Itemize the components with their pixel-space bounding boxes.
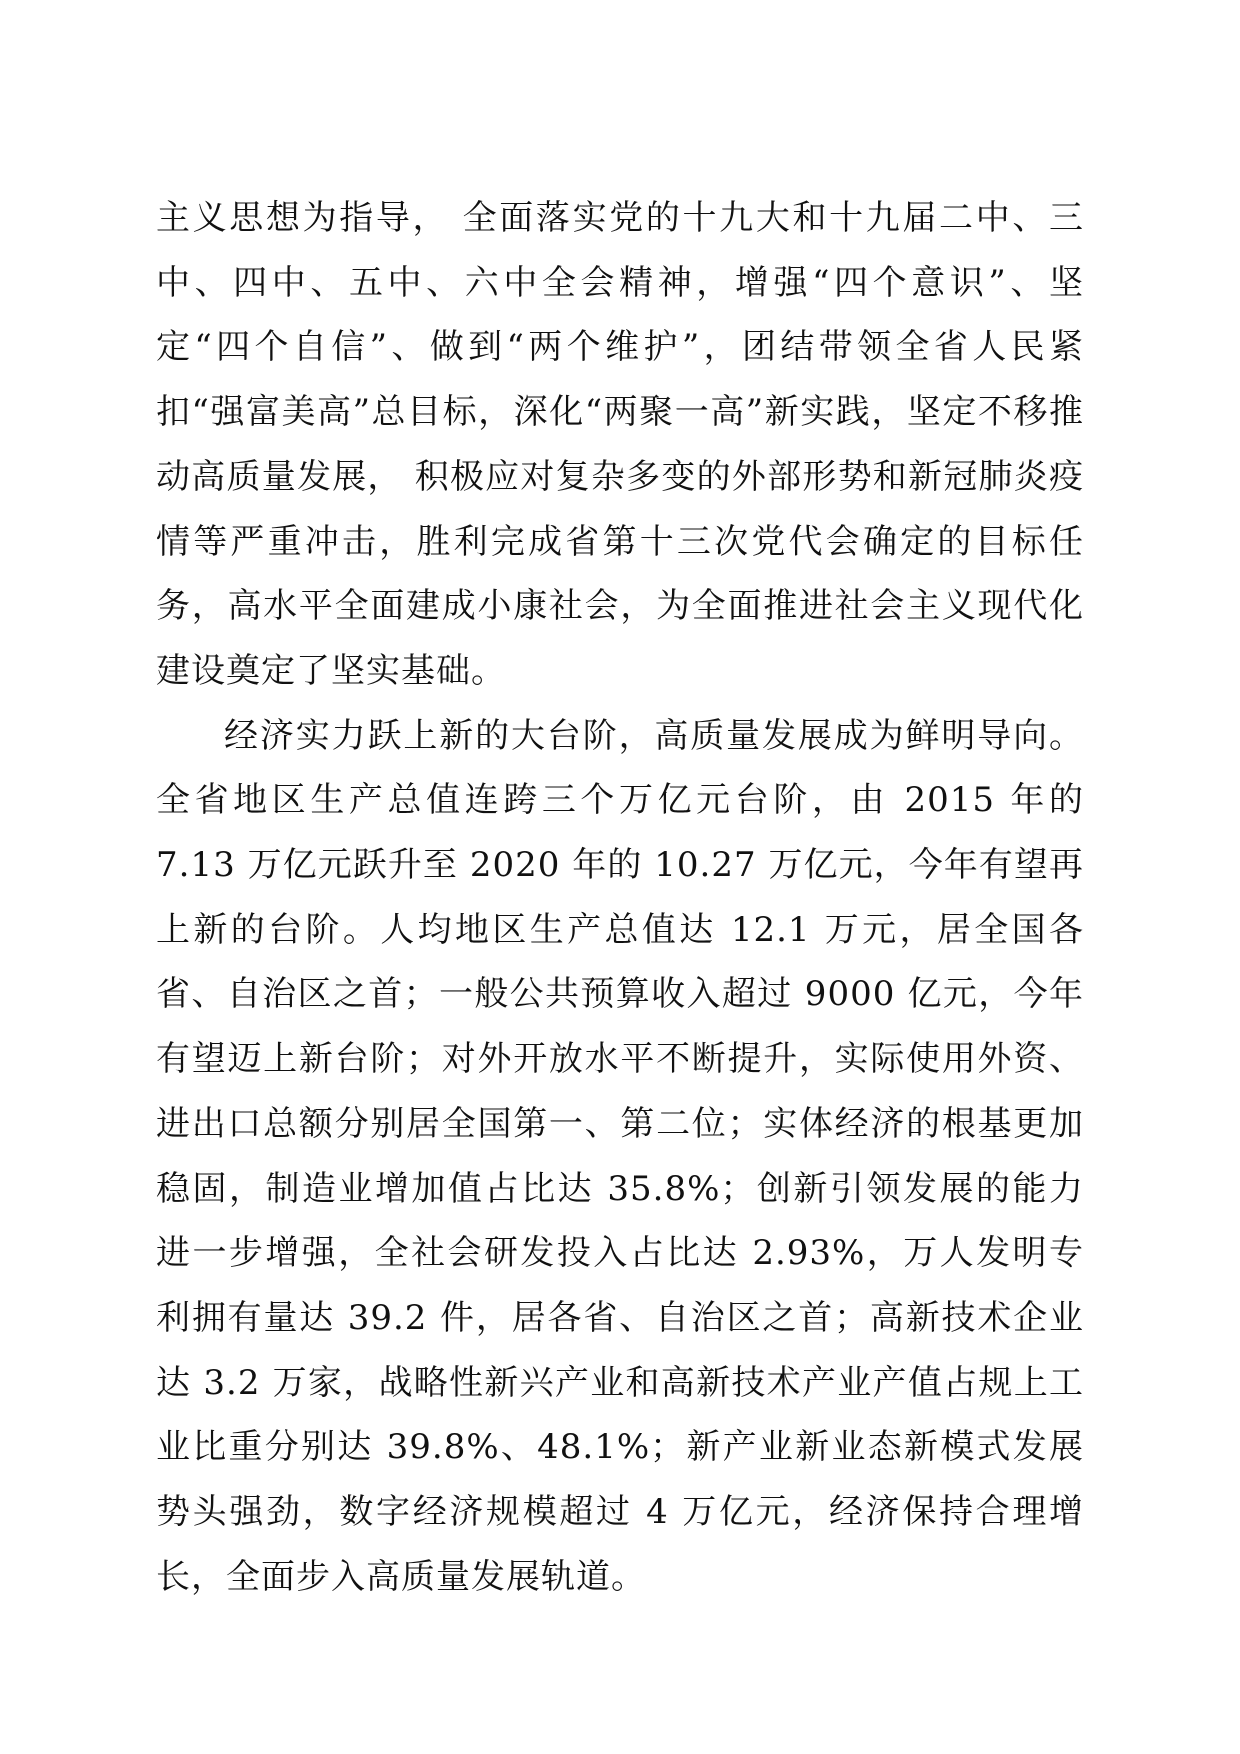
paragraph-continuation: 主义思想为指导， 全面落实党的十九大和十九届二中、三中、四中、五中、六中全会精神，增强“四个意识”、坚定“四个自信”、做到“两个维护”，团结带领全省人民紧扣“强富美高”总目标，深化“两聚一高”新实践，坚定不移推动高质量发展， 积极应对复杂多变的外部形势和新冠肺炎疫情等严重冲击，胜利完成省第十三次党代会确定的目标任务，高水平全面建成小康社会，为全面推进社会主义现代化建设奠定了坚实基础。 bbox=[156, 198, 1084, 691]
paragraph-economy: 经济实力跃上新的大台阶，高质量发展成为鲜明导向。全省地区生产总值连跨三个万亿元台阶，由 2015 年的 7.13 万亿元跃升至 2020 年的 10.27 万亿元，今年有望再上新的台阶。人均地区生产总值达 12.1 万元，居全国各省、自治区之首；一般公共预算收入超过 9000 亿元，今年有望迈上新台阶；对外开放水平不断提升，实际使用外资、进出口总额分别居全国第一、第二位；实体经济的根基更加稳固，制造业增加值占比达 35.8%；创新引领发展的能力进一步增强，全社会研发投入占比达 2.93%，万人发明专利拥有量达 39.2 件，居各省、自治区之首；高新技术企业达 3.2 万家，战略性新兴产业和高新技术产业产值占规上工业比重分别达 39.8%、48.1%；新产业新业态新模式发展势头强劲，数字经济规模超过 4 万亿元，经济保持合理增长，全面步入高质量发展轨道。 bbox=[156, 715, 1084, 1597]
body-text bbox=[156, 186, 1084, 1609]
